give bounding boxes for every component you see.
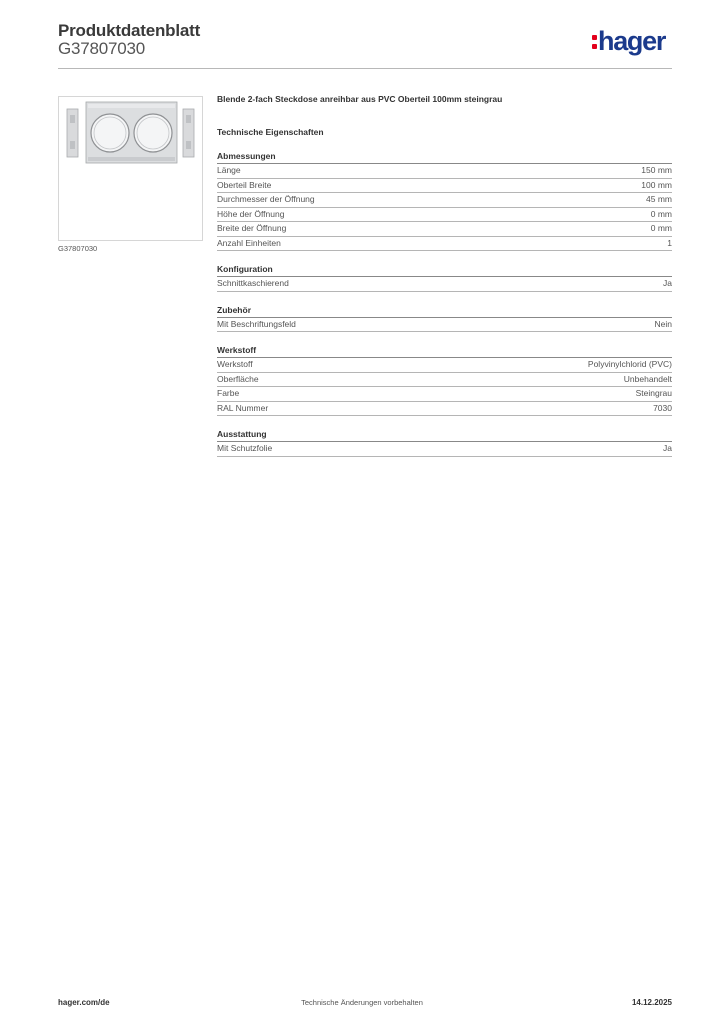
row-label: Anzahl Einheiten bbox=[217, 237, 281, 248]
row-value: 1 bbox=[667, 237, 672, 248]
table-row bbox=[217, 358, 672, 373]
section-werkstoff bbox=[217, 344, 672, 416]
section-title: Zubehör bbox=[217, 304, 672, 318]
logo-text: hager bbox=[598, 26, 666, 56]
technical-properties-heading: Technische Eigenschaften bbox=[217, 127, 324, 137]
table-row bbox=[217, 222, 672, 237]
row-label: Farbe bbox=[217, 388, 240, 398]
row-label: Werkstoff bbox=[217, 359, 253, 369]
section-title: Abmessungen bbox=[217, 150, 672, 164]
row-label: Mit Schutzfolie bbox=[217, 443, 273, 453]
table-row bbox=[217, 387, 672, 402]
product-details bbox=[217, 93, 672, 457]
table-row bbox=[217, 402, 672, 417]
row-label: Durchmesser der Öffnung bbox=[217, 194, 315, 204]
page-title: Produktdatenblatt bbox=[58, 21, 201, 40]
row-value: 0 mm bbox=[650, 223, 672, 233]
product-title: Blende 2-fach Steckdose anreihbar aus PVC Oberteil 100mm steingrau bbox=[217, 94, 503, 104]
row-value: Ja bbox=[663, 443, 672, 453]
row-label: RAL Nummer bbox=[217, 402, 269, 413]
row-label: Oberfläche bbox=[217, 373, 259, 384]
row-value: Polyvinylchlorid (PVC) bbox=[587, 359, 672, 369]
product-image-caption: G37807030 bbox=[58, 244, 98, 253]
row-label: Länge bbox=[217, 165, 241, 175]
table-row bbox=[217, 318, 672, 333]
section-title: Ausstattung bbox=[217, 428, 672, 442]
footer-date: 14.12.2025 bbox=[631, 998, 672, 1007]
row-label: Breite der Öffnung bbox=[217, 223, 287, 233]
footer-website-link[interactable]: hager.com/de bbox=[58, 998, 110, 1007]
row-value: 0 mm bbox=[650, 208, 672, 219]
row-value: Ja bbox=[663, 278, 672, 288]
section-ausstattung bbox=[217, 428, 672, 457]
table-row bbox=[217, 179, 672, 194]
logo-dots-icon bbox=[592, 35, 597, 51]
section-title: Konfiguration bbox=[217, 263, 672, 277]
row-value: 150 mm bbox=[641, 165, 672, 175]
footer-notice: Technische Änderungen vorbehalten bbox=[301, 998, 423, 1007]
header-divider bbox=[58, 68, 672, 69]
table-row bbox=[217, 277, 672, 292]
row-value: Unbehandelt bbox=[623, 373, 672, 384]
table-row bbox=[217, 193, 672, 208]
section-abmessungen bbox=[217, 150, 672, 251]
row-value: 7030 bbox=[653, 402, 672, 413]
section-konfiguration bbox=[217, 263, 672, 292]
row-label: Mit Beschriftungsfeld bbox=[217, 318, 296, 329]
row-label: Schnittkaschierend bbox=[217, 278, 289, 288]
row-value: 45 mm bbox=[646, 194, 672, 204]
table-row bbox=[217, 373, 672, 388]
row-label: Höhe der Öffnung bbox=[217, 208, 285, 219]
row-value: Nein bbox=[654, 318, 672, 329]
row-label: Oberteil Breite bbox=[217, 179, 272, 190]
hager-logo[interactable] bbox=[592, 27, 676, 57]
product-code-header: G37807030 bbox=[58, 39, 146, 58]
table-row bbox=[217, 164, 672, 179]
table-row bbox=[217, 237, 672, 252]
row-value: 100 mm bbox=[641, 179, 672, 190]
section-title: Werkstoff bbox=[217, 344, 672, 358]
table-row bbox=[217, 442, 672, 457]
table-row bbox=[217, 208, 672, 223]
row-value: Steingrau bbox=[635, 388, 672, 398]
product-photo-icon bbox=[59, 97, 202, 240]
product-image bbox=[58, 96, 203, 241]
section-zubehoer bbox=[217, 304, 672, 333]
